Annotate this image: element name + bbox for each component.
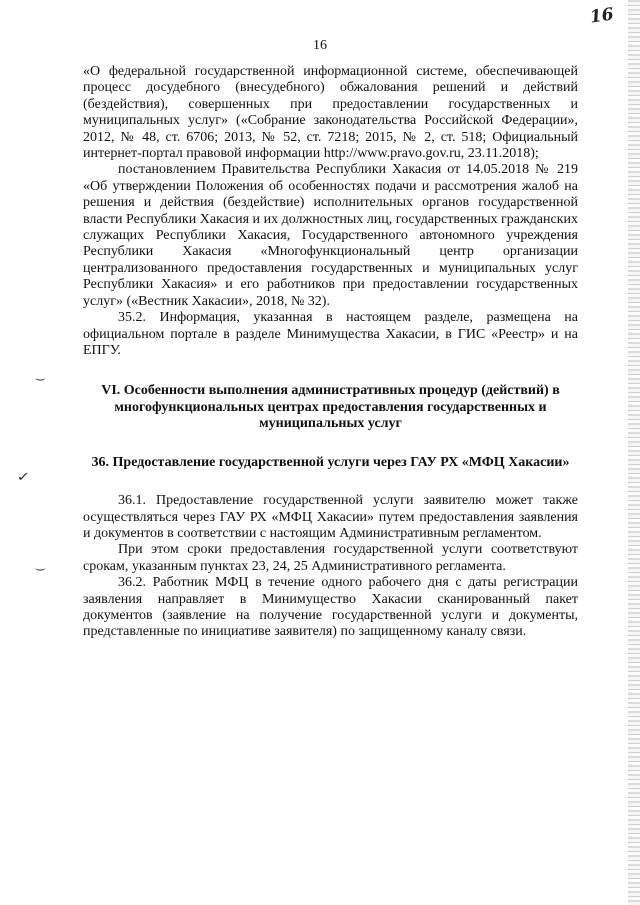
paragraph-federal-system: «О федеральной государственной информационной системе, обеспечивающей процесс досудебного (внесудебного) обжалования решений и действий (бездействия), совершенных при предоставлении государственных и муниципальных услуг» («Собрание законодательства Российской Федерации», 2012, № 48, ст. 6706; 2013, № 52, ст. 7218; 2015, № 2, ст. 518; Официальный интернет-портал правовой информации http://www.pravo.gov.ru, 23.11.2018); xyxy=(83,64,578,162)
section-heading: VI. Особенности выполнения административных процедур (действий) в многофункциональных центрах предоставления государственных и муниципальных услуг xyxy=(101,383,560,432)
margin-tick-mark: ⌣ xyxy=(34,372,46,387)
scan-edge xyxy=(628,0,640,905)
handwritten-page-number: 16 xyxy=(589,4,616,28)
subsection-heading: 36. Предоставление государственной услуги через ГАУ РХ «МФЦ Хакасии» xyxy=(91,454,570,470)
page-number: 16 xyxy=(313,38,327,53)
paragraph-36-1: 36.1. Предоставление государственной услуги заявителю может также осуществляться через ГАУ РХ «МФЦ Хакасии» путем предоставления заявления и документов в соответствии с настоящим Административным регламентом. xyxy=(83,493,578,542)
paragraph-terms: При этом сроки предоставления государственной услуги соответствуют срокам, указанным пунктах 23, 24, 25 Административного регламента. xyxy=(83,542,578,574)
paragraph-government-decree: постановлением Правительства Республики Хакасия от 14.05.2018 № 219 «Об утверждении Положения об особенностях подачи и рассмотрения жалоб на решения и действия (бездействие) исполнительных органов государственной власти Республики Хакасия и их должностных лиц, государственных гражданских служащих Республики Хакасия, Государственного автономного учреждения Республики Хакасия «Многофункциональный центр организации централизованного предоставления государственных и муниципальных услуг Республики Хакасия» и его работников при предоставлении государственных услуг» («Вестник Хакасии», 2018, № 32). xyxy=(83,162,578,309)
margin-check-mark: ✓ xyxy=(16,470,31,485)
paragraph-35-2: 35.2. Информация, указанная в настоящем разделе, размещена на официальном портале в разделе Минимущества Хакасии, в ГИС «Реестр» и на ЕПГУ. xyxy=(83,310,578,358)
document-body xyxy=(83,64,578,641)
margin-tick-mark: ⌣ xyxy=(34,562,46,577)
paragraph-36-2: 36.2. Работник МФЦ в течение одного рабочего дня с даты регистрации заявления направляет в Минимущество Хакасии сканированный пакет документов (заявление на получение государственной услуги и документы, представленные по инициативе заявителя) по защищенному каналу связи. xyxy=(83,575,578,640)
